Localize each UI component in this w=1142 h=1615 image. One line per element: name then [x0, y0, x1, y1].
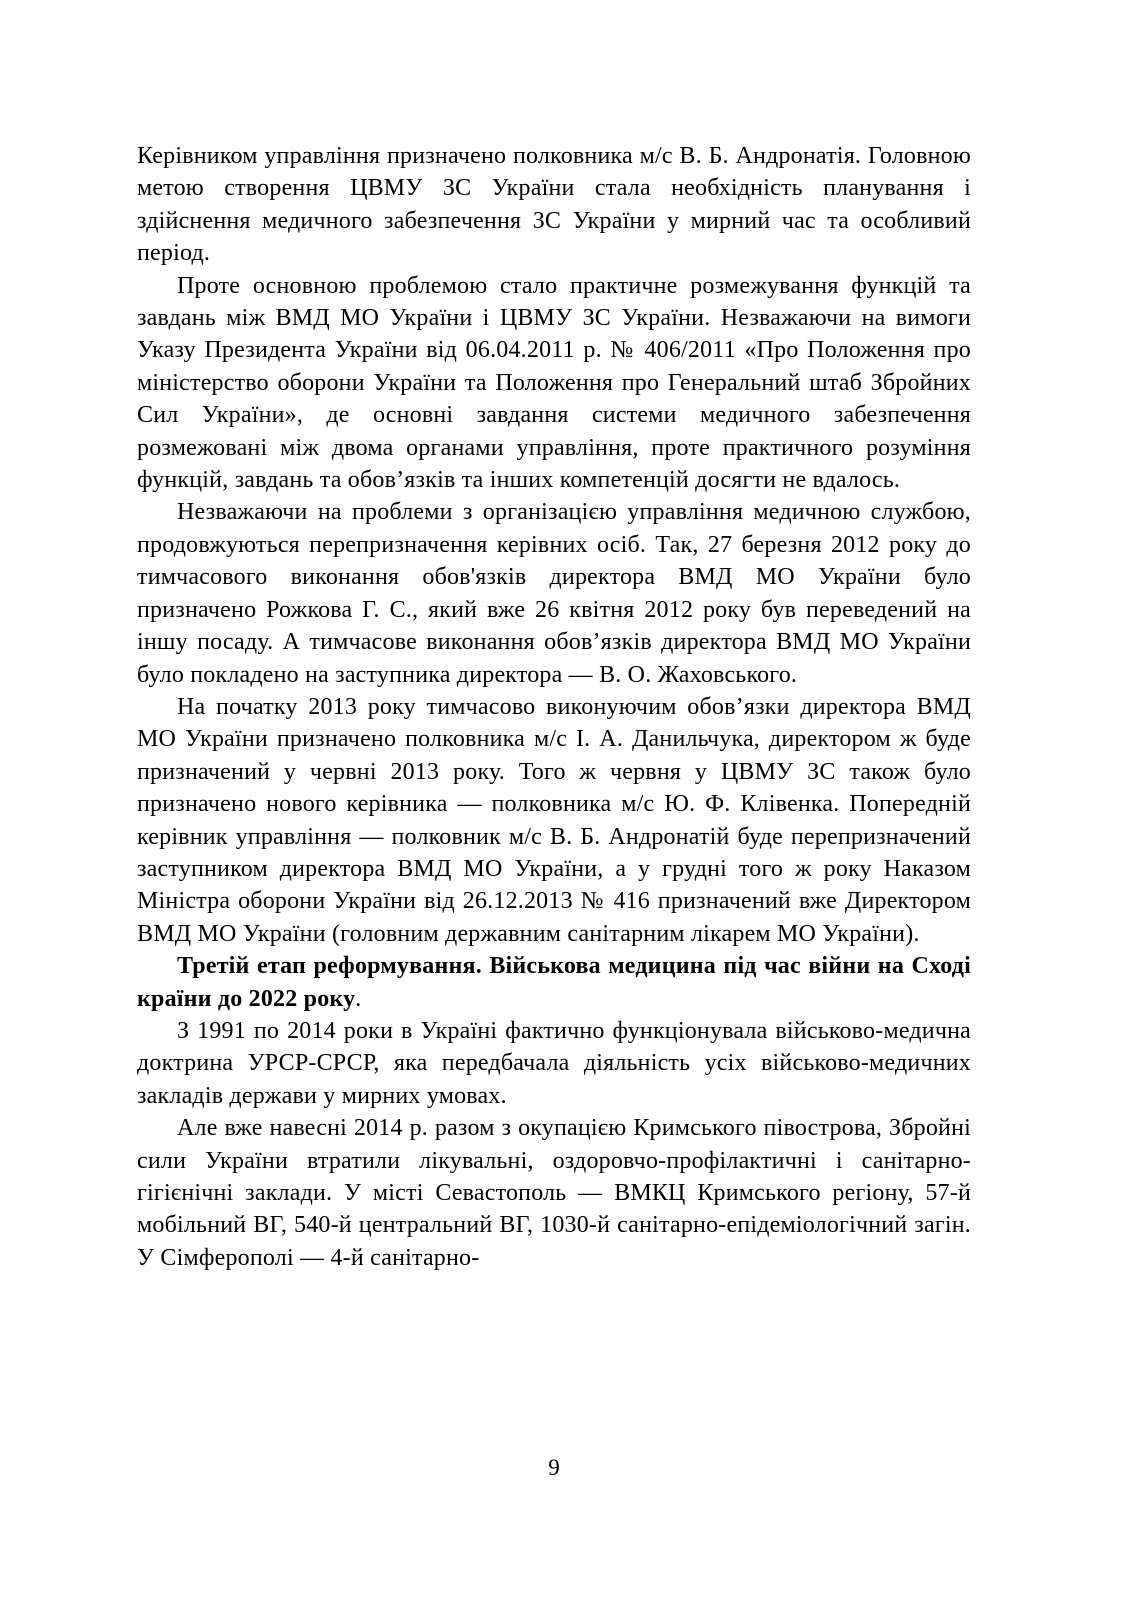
page-number: 9	[548, 1455, 560, 1480]
text-block	[137, 140, 971, 1274]
section-heading	[137, 950, 971, 1015]
section-heading-bold-text: Третій етап реформування. Військова медицина під час війни на Сході країни до 2022 року	[137, 953, 971, 1012]
paragraph: Проте основною проблемою стало практичне розмежування функцій та завдань між ВМД МО України і ЦВМУ ЗС України. Незважаючи на вимоги Указу Президента України від 06.04.2011 р. № 406/2011 «Про Положення про міністерство оборони України та Положення про Генеральний штаб Збройних Сил України», де основні завдання системи медичного забезпечення розмежовані між двома органами управління, проте практичного розуміння функцій, завдань та обов’язків та інших компетенцій досягти не вдалось.	[137, 272, 971, 494]
paragraph: На початку 2013 року тимчасово виконуючим обов’язки директора ВМД МО України призначено полковника м/с І. А. Данильчука, директором ж буде призначений у червні 2013 року. Того ж червня у ЦВМУ ЗС також було призначено нового керівника — полковника м/с Ю. Ф. Клівенка. Попередній керівник управління — полковник м/с В. Б. Андронатій буде перепризначений заступником директора ВМД МО України, а у грудні того ж року Наказом Міністра оборони України від 26.12.2013 № 416 призначений вже Директором ВМД МО України (головним державним санітарним лікарем МО України).	[137, 693, 971, 947]
paragraph-continuation: Керівником управління призначено полковника м/с В. Б. Андронатія. Головною метою створення ЦВМУ ЗС України стала необхідність планування і здійснення медичного забезпечення ЗС України у мирний час та особливий період.	[137, 143, 971, 267]
section-heading-tail: .	[355, 985, 362, 1012]
paragraph: Але вже навесні 2014 р. разом з окупацією Кримського півострова, Збройні сили України втратили лікувальні, оздоровчо-профілактичні і санітарно-гігієнічні заклади. У місті Севастополь — ВМКЦ Кримського регіону, 57-й мобільний ВГ, 540-й центральний ВГ, 1030-й санітарно-епідеміологічний загін. У Сімферополі — 4-й санітарно-	[137, 1115, 971, 1271]
paragraph: З 1991 по 2014 роки в Україні фактично функціонувала військово-медична доктрина УРСР-СРСР, яка передбачала діяльність усіх військово-медичних закладів держави у мирних умовах.	[137, 1017, 971, 1109]
paragraph: Незважаючи на проблеми з організацією управління медичною службою, продовжуються перепризначення керівних осіб. Так, 27 березня 2012 року до тимчасового виконання обов'язків директора ВМД МО України було призначено Рожкова Г. С., який вже 26 квітня 2012 року був переведений на іншу посаду. А тимчасове виконання обов’язків директора ВМД МО України було покладено на заступника директора — В. О. Жаховського.	[137, 499, 971, 688]
